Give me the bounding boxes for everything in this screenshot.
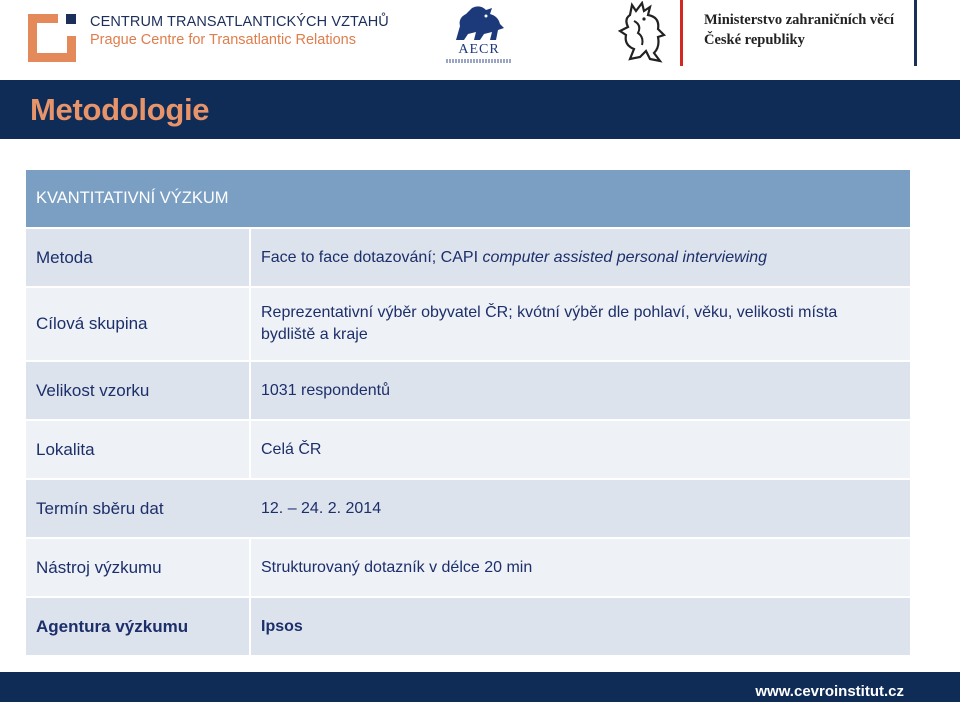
ctr-logo xyxy=(28,14,389,66)
lion-icon xyxy=(446,4,512,44)
mzv-name-line1: Ministerstvo zahraničních věcí xyxy=(704,12,895,28)
table-heading xyxy=(26,170,910,227)
row-label: Cílová skupina xyxy=(26,288,251,360)
row-value-plain: Face to face dotazování; CAPI xyxy=(261,248,483,266)
table-row-agentura xyxy=(26,596,910,655)
row-value: Ipsos xyxy=(261,617,303,635)
row-label: Velikost vzorku xyxy=(26,362,251,419)
row-label: Lokalita xyxy=(26,421,251,478)
ctr-logo-mark-icon xyxy=(28,14,76,62)
mzv-name-line2: České republiky xyxy=(704,32,805,48)
row-label: Nástroj výzkumu xyxy=(26,539,251,596)
table-row-nastroj xyxy=(26,537,910,596)
title-band xyxy=(0,80,960,139)
mzv-divider-red xyxy=(680,0,683,66)
table-row-lokalita xyxy=(26,419,910,478)
aecr-logo xyxy=(446,4,512,68)
row-value: Strukturovaný dotazník v délce 20 min xyxy=(261,558,533,576)
ctr-name: CENTRUM TRANSATLANTICKÝCH VZTAHŮ xyxy=(90,14,389,30)
mzv-logo xyxy=(612,0,922,66)
mzv-divider-blue xyxy=(914,0,917,66)
page-title: Metodologie xyxy=(30,92,210,127)
czech-lion-emblem-icon xyxy=(614,1,674,65)
table-row-cilova-skupina xyxy=(26,286,910,360)
row-value xyxy=(251,229,910,286)
row-value-italic: computer assisted personal interviewing xyxy=(482,248,768,266)
ctr-subtitle: Prague Centre for Transatlantic Relations xyxy=(90,32,356,48)
table-row-termin xyxy=(26,478,910,537)
row-label: Agentura výzkumu xyxy=(26,598,251,655)
row-label: Termín sběru dat xyxy=(36,498,164,518)
footer-url[interactable]: www.cevroinstitut.cz xyxy=(755,683,904,700)
table-row-velikost-vzorku xyxy=(26,360,910,419)
table-heading-label: KVANTITATIVNÍ VÝZKUM xyxy=(36,189,229,207)
row-value: Reprezentativní výběr obyvatel ČR; kvótní výběr dle pohlaví, věku, velikosti místa bydliště a kraje xyxy=(261,304,838,343)
methodology-table xyxy=(26,170,910,655)
table-row-metoda xyxy=(26,227,910,286)
footer-band xyxy=(0,672,960,702)
aecr-wordmark: AECR xyxy=(458,42,500,57)
aecr-tagline xyxy=(446,59,512,63)
row-value: 1031 respondentů xyxy=(261,381,390,399)
row-label: Metoda xyxy=(26,229,251,286)
row-value: Celá ČR xyxy=(261,440,322,458)
row-value: 12. – 24. 2. 2014 xyxy=(261,499,382,517)
